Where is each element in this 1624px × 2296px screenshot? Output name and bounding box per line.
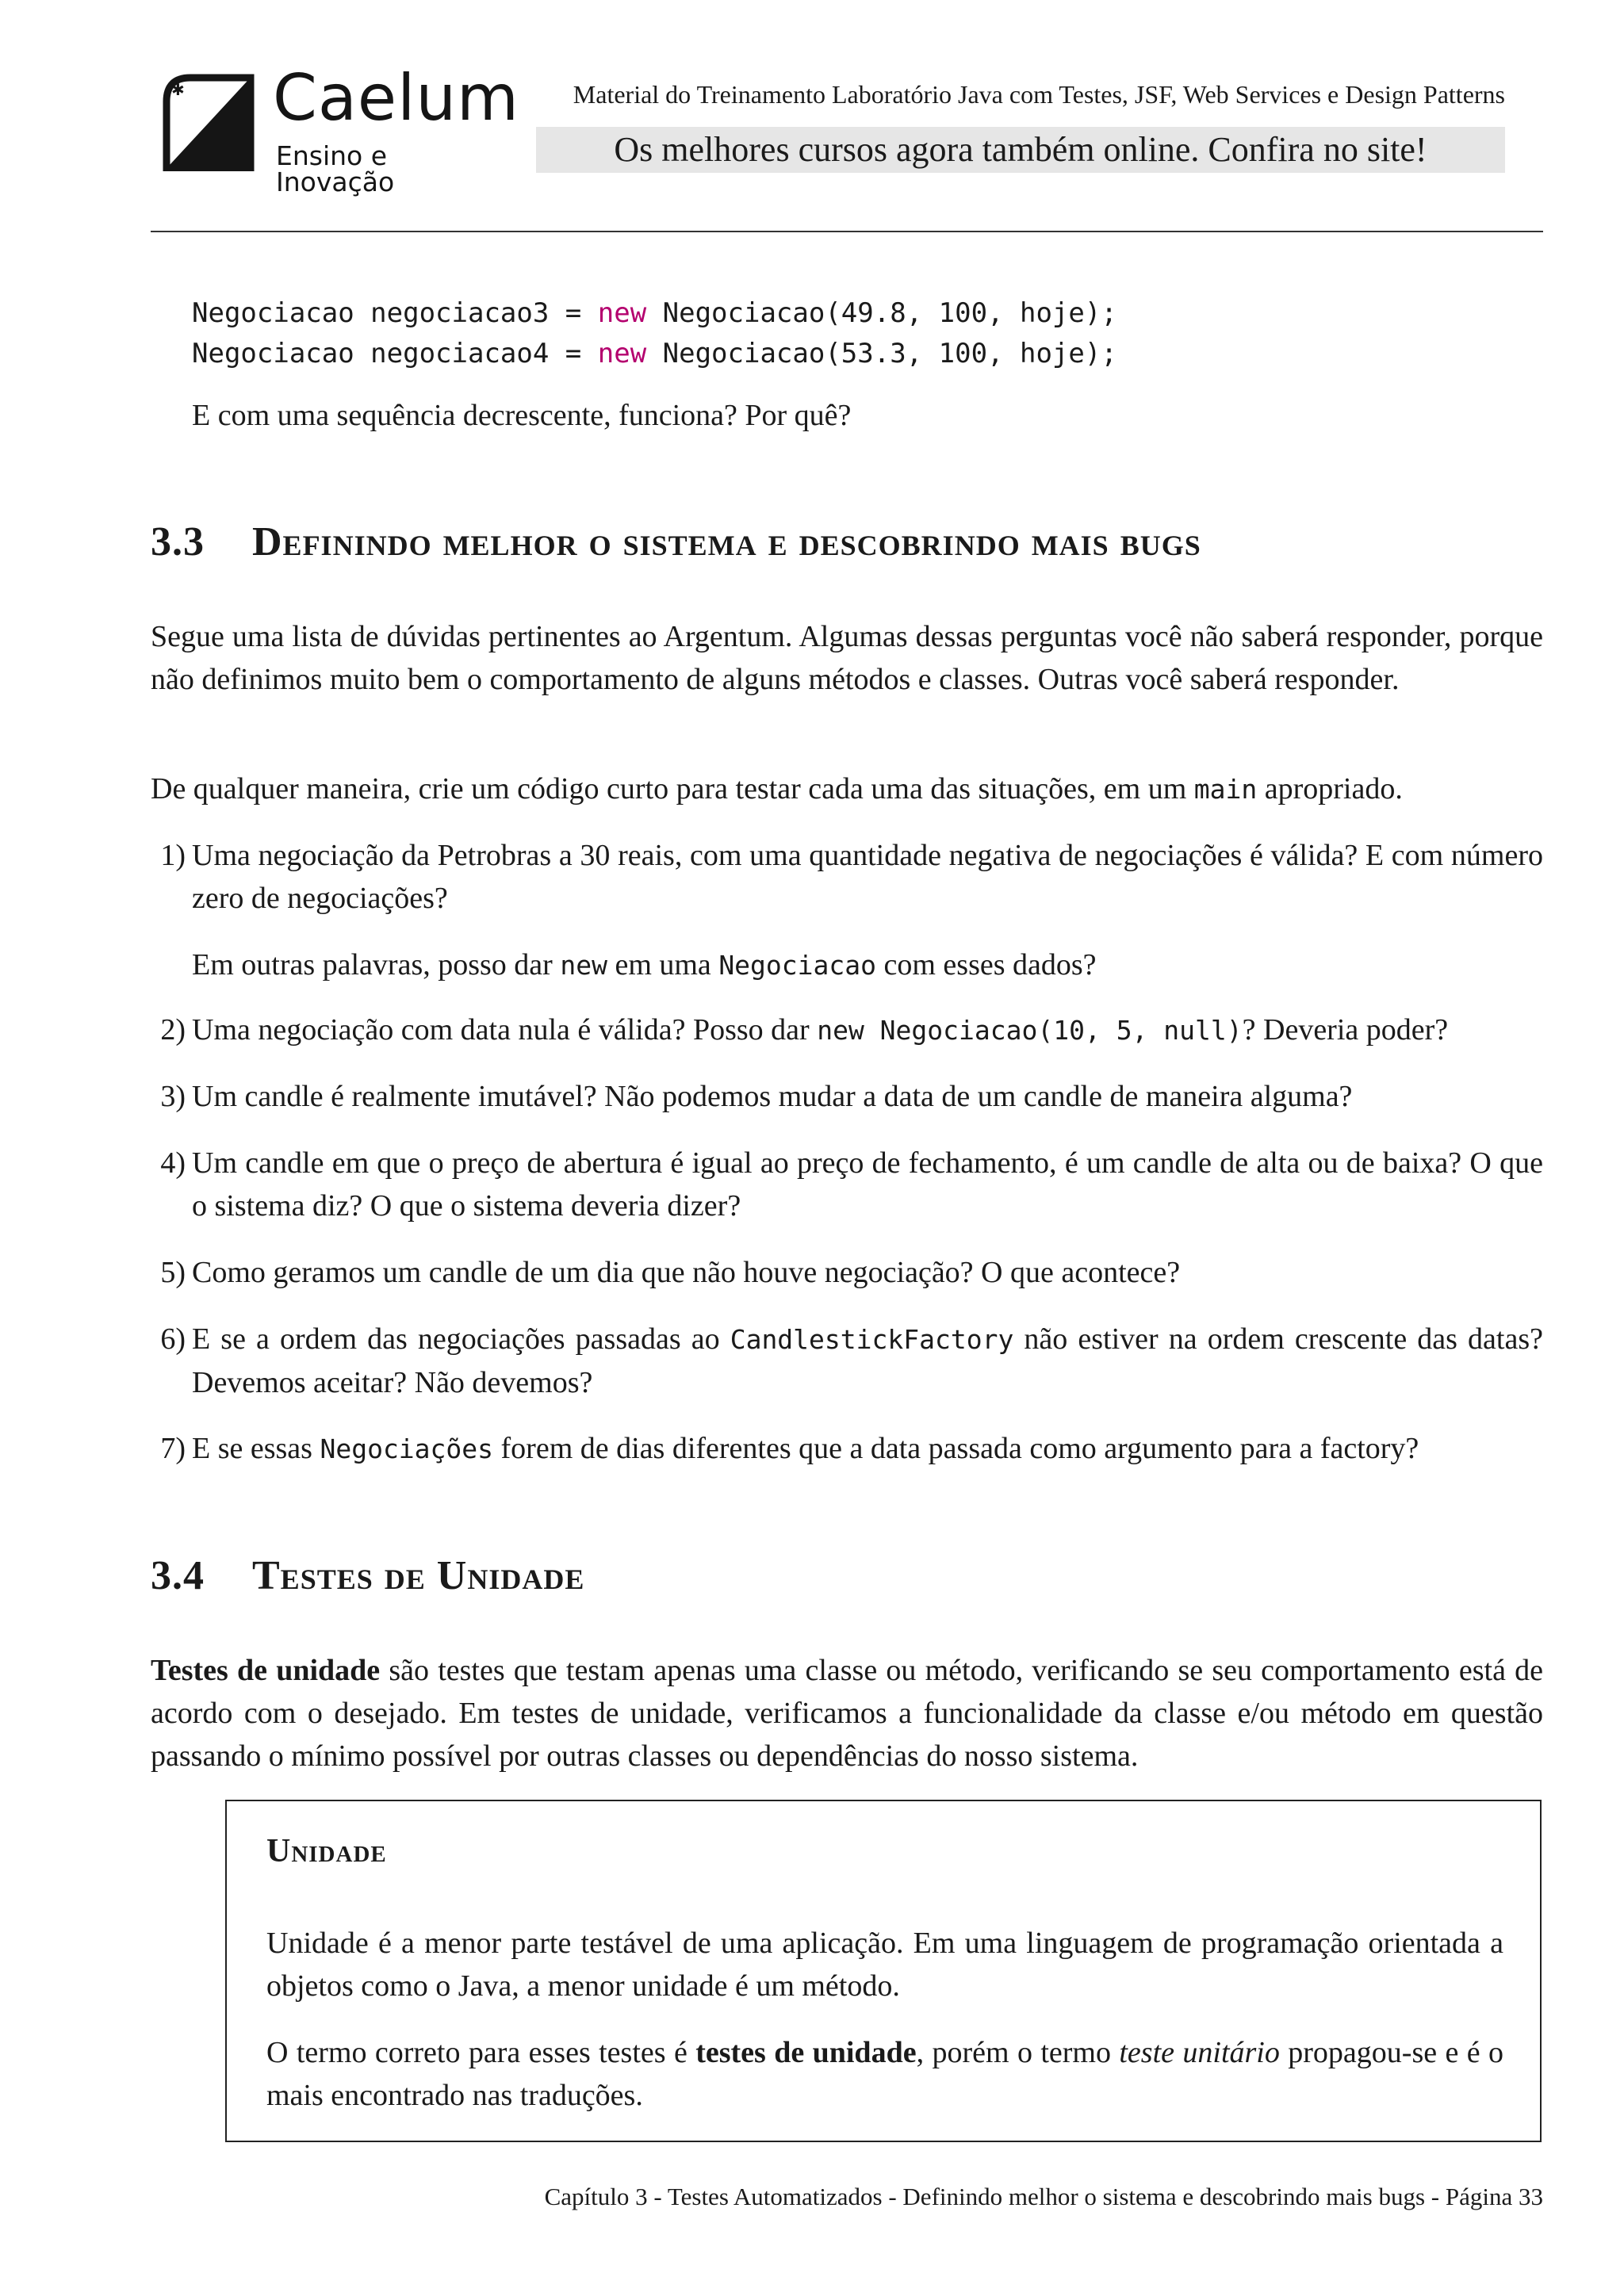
code-keyword: new (597, 297, 647, 329)
list-item-followup: Em outras palavras, posso dar new em uma Negociacao com esses dados? (192, 948, 1097, 982)
header-divider (151, 231, 1543, 232)
list-number: 7) (160, 1432, 186, 1465)
inline-code: new (560, 950, 607, 981)
inline-code: Negociacao (718, 950, 876, 981)
question-decreasing: E com uma sequência decrescente, funciona? Por quê? (192, 399, 852, 432)
section-number: 3.4 (151, 1553, 205, 1598)
section-3-3-instruction: De qualquer maneira, crie um código curto para testar cada uma das situações, em um main apropriado. (151, 772, 1403, 806)
header-promo-banner: Os melhores cursos agora também online. Confira no site! (536, 127, 1505, 173)
list-text: E se essas Negociações forem de dias diferentes que a data passada como argumento para a factory? (192, 1432, 1419, 1465)
list-item (151, 834, 1543, 920)
section-3-3-heading (151, 519, 1201, 564)
list-text: Uma negociação da Petrobras a 30 reais, com uma quantidade negativa de negociações é válida? E com número zero de negociações? (192, 839, 1543, 915)
list-number: 2) (160, 1013, 186, 1047)
note-paragraph-1: Unidade é a menor parte testável de uma aplicação. Em uma linguagem de programação orientada a objetos como o Java, a menor unidade é um método. (266, 1927, 1503, 2003)
svg-text:✱: ✱ (171, 80, 185, 99)
code-line-1: Negociacao negociacao3 = new Negociacao(49.8, 100, hoje); (192, 297, 1117, 329)
inline-code: CandlestickFactory (730, 1324, 1014, 1355)
list-number: 1) (160, 839, 186, 872)
list-number: 6) (160, 1322, 186, 1356)
list-item (151, 1318, 1543, 1404)
list-item (151, 1427, 1543, 1471)
logo-tagline: Ensino e Inovação (276, 140, 395, 197)
note-title: Unidade (266, 1833, 387, 1869)
section-3-3-intro: Segue uma lista de dúvidas pertinentes ao Argentum. Algumas dessas perguntas você não saberá responder, porque não definimos muito bem o comportamento de alguns métodos e classes. Outras você saberá responder. (151, 620, 1543, 696)
section-3-4-heading (151, 1553, 585, 1598)
inline-code: new Negociacao(10, 5, null) (817, 1015, 1243, 1046)
list-text: Um candle é realmente imutável? Não podemos mudar a data de um candle de maneira alguma? (192, 1080, 1353, 1113)
code-line-2: Negociacao negociacao4 = new Negociacao(53.3, 100, hoje); (192, 338, 1117, 369)
list-text: Como geramos um candle de um dia que não houve negociação? O que acontece? (192, 1256, 1181, 1289)
inline-code: Negociações (320, 1433, 494, 1464)
list-number: 5) (160, 1256, 186, 1289)
logo-name: Caelum (273, 61, 519, 135)
section-title: Definindo melhor o sistema e descobrindo mais bugs (252, 519, 1201, 564)
list-number: 3) (160, 1080, 186, 1113)
bold-term: Testes de unidade (151, 1654, 381, 1687)
list-text: Uma negociação com data nula é válida? Posso dar new Negociacao(10, 5, null)? Deveria poder? (192, 1013, 1449, 1047)
header-material-title: Material do Treinamento Laboratório Java com Testes, JSF, Web Services e Design Patterns (573, 80, 1505, 109)
inline-code: main (1193, 774, 1258, 805)
code-keyword: new (597, 338, 647, 369)
list-text: Um candle em que o preço de abertura é igual ao preço de fechamento, é um candle de alta ou de baixa? O que o sistema diz? O que o sistema deveria dizer? (192, 1146, 1543, 1223)
list-item (151, 1142, 1543, 1227)
italic-term: teste unitário (1119, 2036, 1280, 2069)
list-item (151, 1008, 1543, 1052)
list-number: 4) (160, 1146, 186, 1180)
list-text: E se a ordem das negociações passadas ao CandlestickFactory não estiver na ordem crescente das datas? Devemos aceitar? Não devemos? (192, 1322, 1543, 1399)
code-block (192, 293, 1117, 374)
section-number: 3.3 (151, 519, 205, 564)
unidade-note-box (225, 1800, 1542, 2142)
list-item (151, 1075, 1543, 1118)
caelum-logo (155, 61, 519, 197)
list-item (151, 1251, 1543, 1294)
note-paragraph-2: O termo correto para esses testes é testes de unidade, porém o termo teste unitário propagou-se e é o mais encontrado nas traduções. (266, 2036, 1504, 2112)
section-3-4-intro: Testes de unidade são testes que testam apenas uma classe ou método, verificando se seu comportamento está de acordo com o desejado. Em testes de unidade, verificamos a funcionalidade da classe e/ou método em questão passando o mínimo possível por outras classes ou dependências do nosso sistema. (151, 1654, 1544, 1773)
page-footer: Capítulo 3 - Testes Automatizados - Definindo melhor o sistema e descobrindo mais bugs - Página 33 (544, 2183, 1543, 2210)
bold-term: testes de unidade (695, 2036, 917, 2069)
caelum-logo-mark-icon (155, 70, 257, 171)
section-title: Testes de Unidade (252, 1553, 585, 1598)
